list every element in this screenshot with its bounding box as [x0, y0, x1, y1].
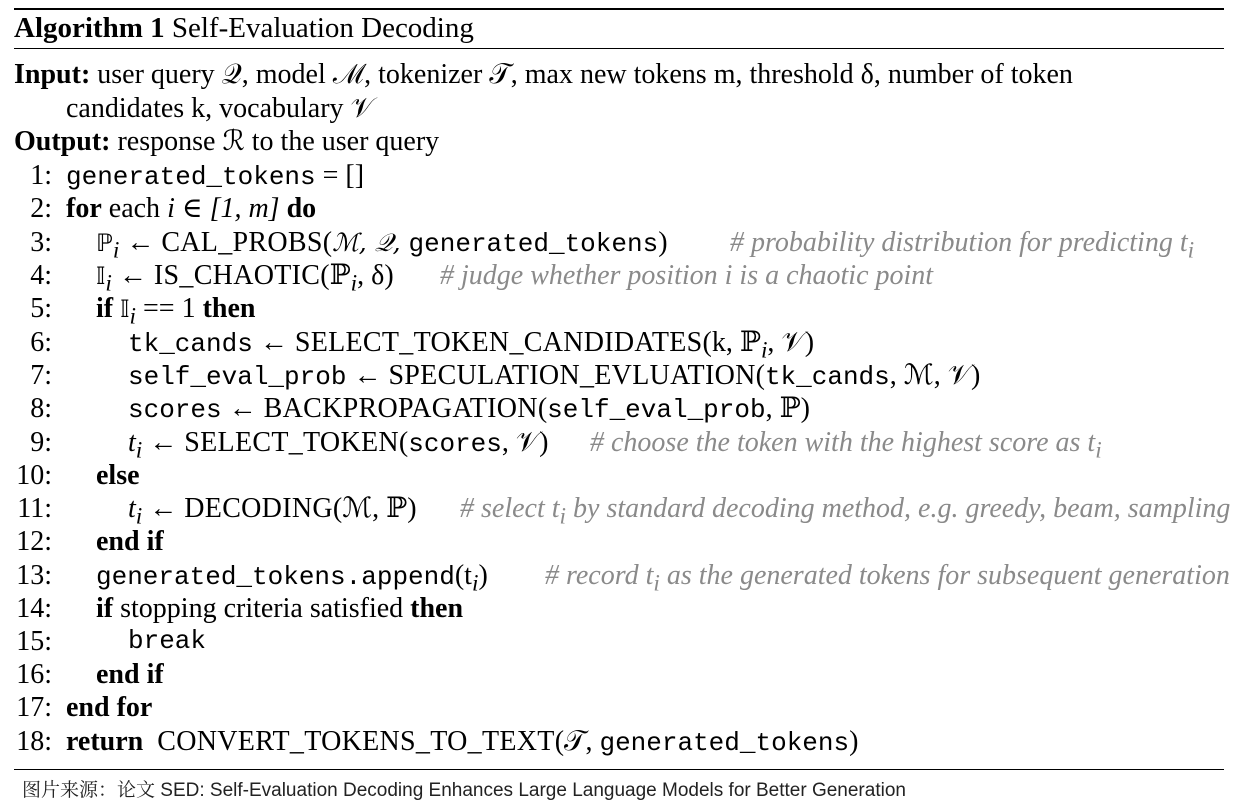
input-line: Input: user query 𝒬, model ℳ, tokenizer 𝒯, max new tokens m, threshold δ, number of token: [14, 59, 1073, 90]
input-line-2: candidates k, vocabulary 𝒱: [66, 93, 374, 124]
algorithm-label: Algorithm 1: [14, 12, 165, 44]
algorithm-title: [14, 10, 474, 46]
title-rule: [14, 48, 1224, 49]
image-caption: 图片来源：论文 SED: Self-Evaluation Decoding Enhances Large Language Models for Better Generation: [22, 780, 906, 801]
output-line: Output: response ℛ to the user query: [14, 126, 440, 157]
bottom-rule: [14, 769, 1224, 770]
algorithm-name: Self-Evaluation Decoding: [171, 12, 474, 44]
